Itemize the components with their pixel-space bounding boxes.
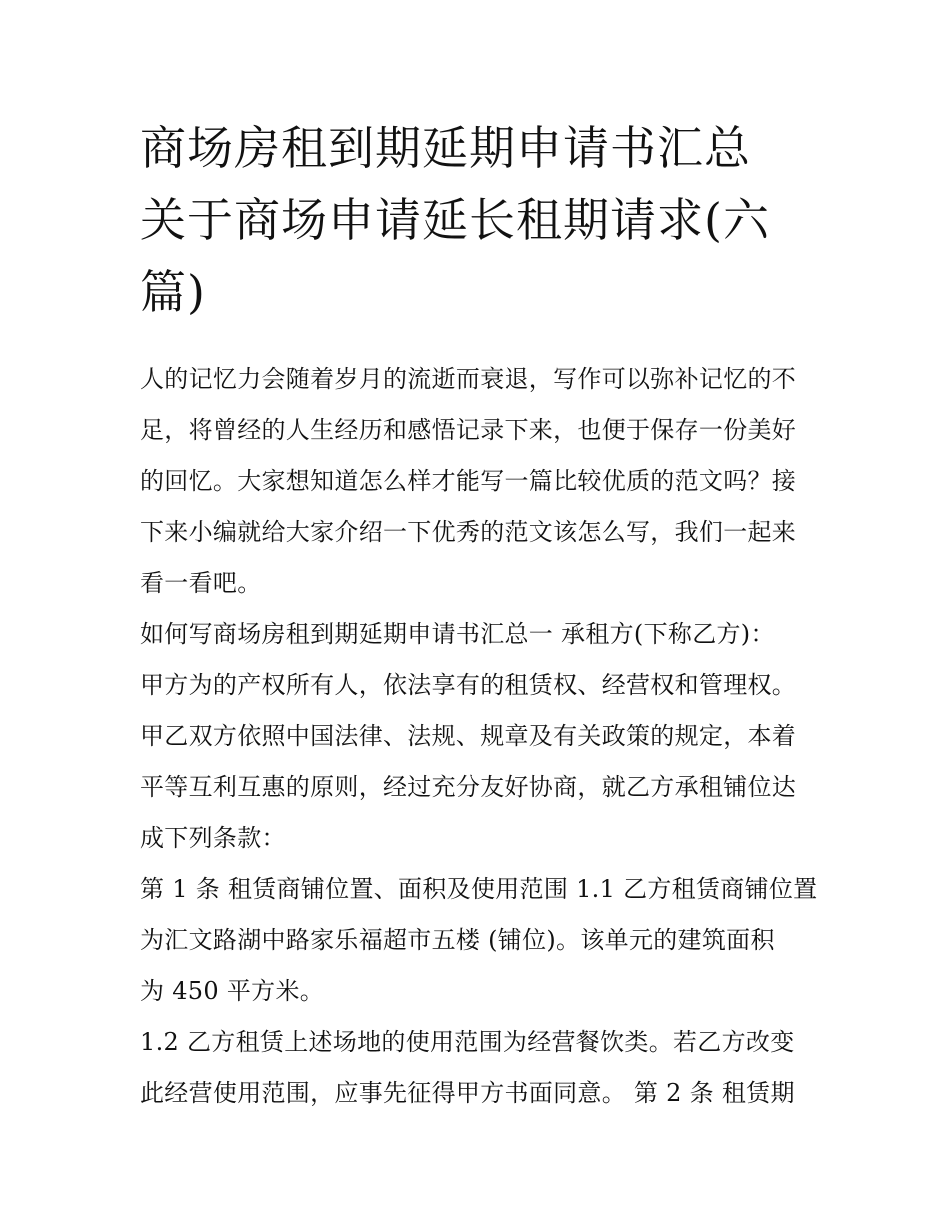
document-title (140, 112, 830, 328)
body-line: 平等互利互惠的原则，经过充分友好协商，就乙方承租铺位达 (140, 773, 797, 801)
body-line: 第 1 条 租赁商铺位置、面积及使用范围 1.1 乙方租赁商铺位置 (140, 875, 818, 903)
body-line: 下来小编就给大家介绍一下优秀的范文该怎么写，我们一起来 (140, 518, 797, 546)
body-line: 为 450 平方米。 (140, 977, 325, 1005)
document-body (140, 354, 830, 1119)
body-line: 甲方为的产权所有人，依法享有的租赁权、经营权和管理权。 (140, 671, 797, 699)
body-line: 成下列条款： (140, 824, 286, 852)
body-line: 足，将曾经的人生经历和感悟记录下来，也便于保存一份美好 (140, 416, 797, 444)
body-line: 如何写商场房租到期延期申请书汇总一 承租方(下称乙方)： (140, 620, 775, 648)
body-line: 的回忆。大家想知道怎么样才能写一篇比较优质的范文吗？接 (140, 467, 797, 495)
title-line-3: 篇) (140, 265, 206, 319)
title-line-2: 关于商场申请延长租期请求(六 (140, 193, 770, 247)
body-line: 甲乙双方依照中国法律、法规、规章及有关政策的规定，本着 (140, 722, 797, 750)
body-line: 看一看吧。 (140, 569, 262, 597)
body-line: 此经营使用范围，应事先征得甲方书面同意。 第 2 条 租赁期 (140, 1079, 795, 1107)
title-line-1: 商场房租到期延期申请书汇总 (140, 121, 751, 175)
body-line: 1.2 乙方租赁上述场地的使用范围为经营餐饮类。若乙方改变 (140, 1028, 795, 1056)
body-line: 为汇文路湖中路家乐福超市五楼 (铺位)。该单元的建筑面积 (140, 926, 775, 954)
body-line: 人的记忆力会随着岁月的流逝而衰退，写作可以弥补记忆的不 (140, 365, 797, 393)
